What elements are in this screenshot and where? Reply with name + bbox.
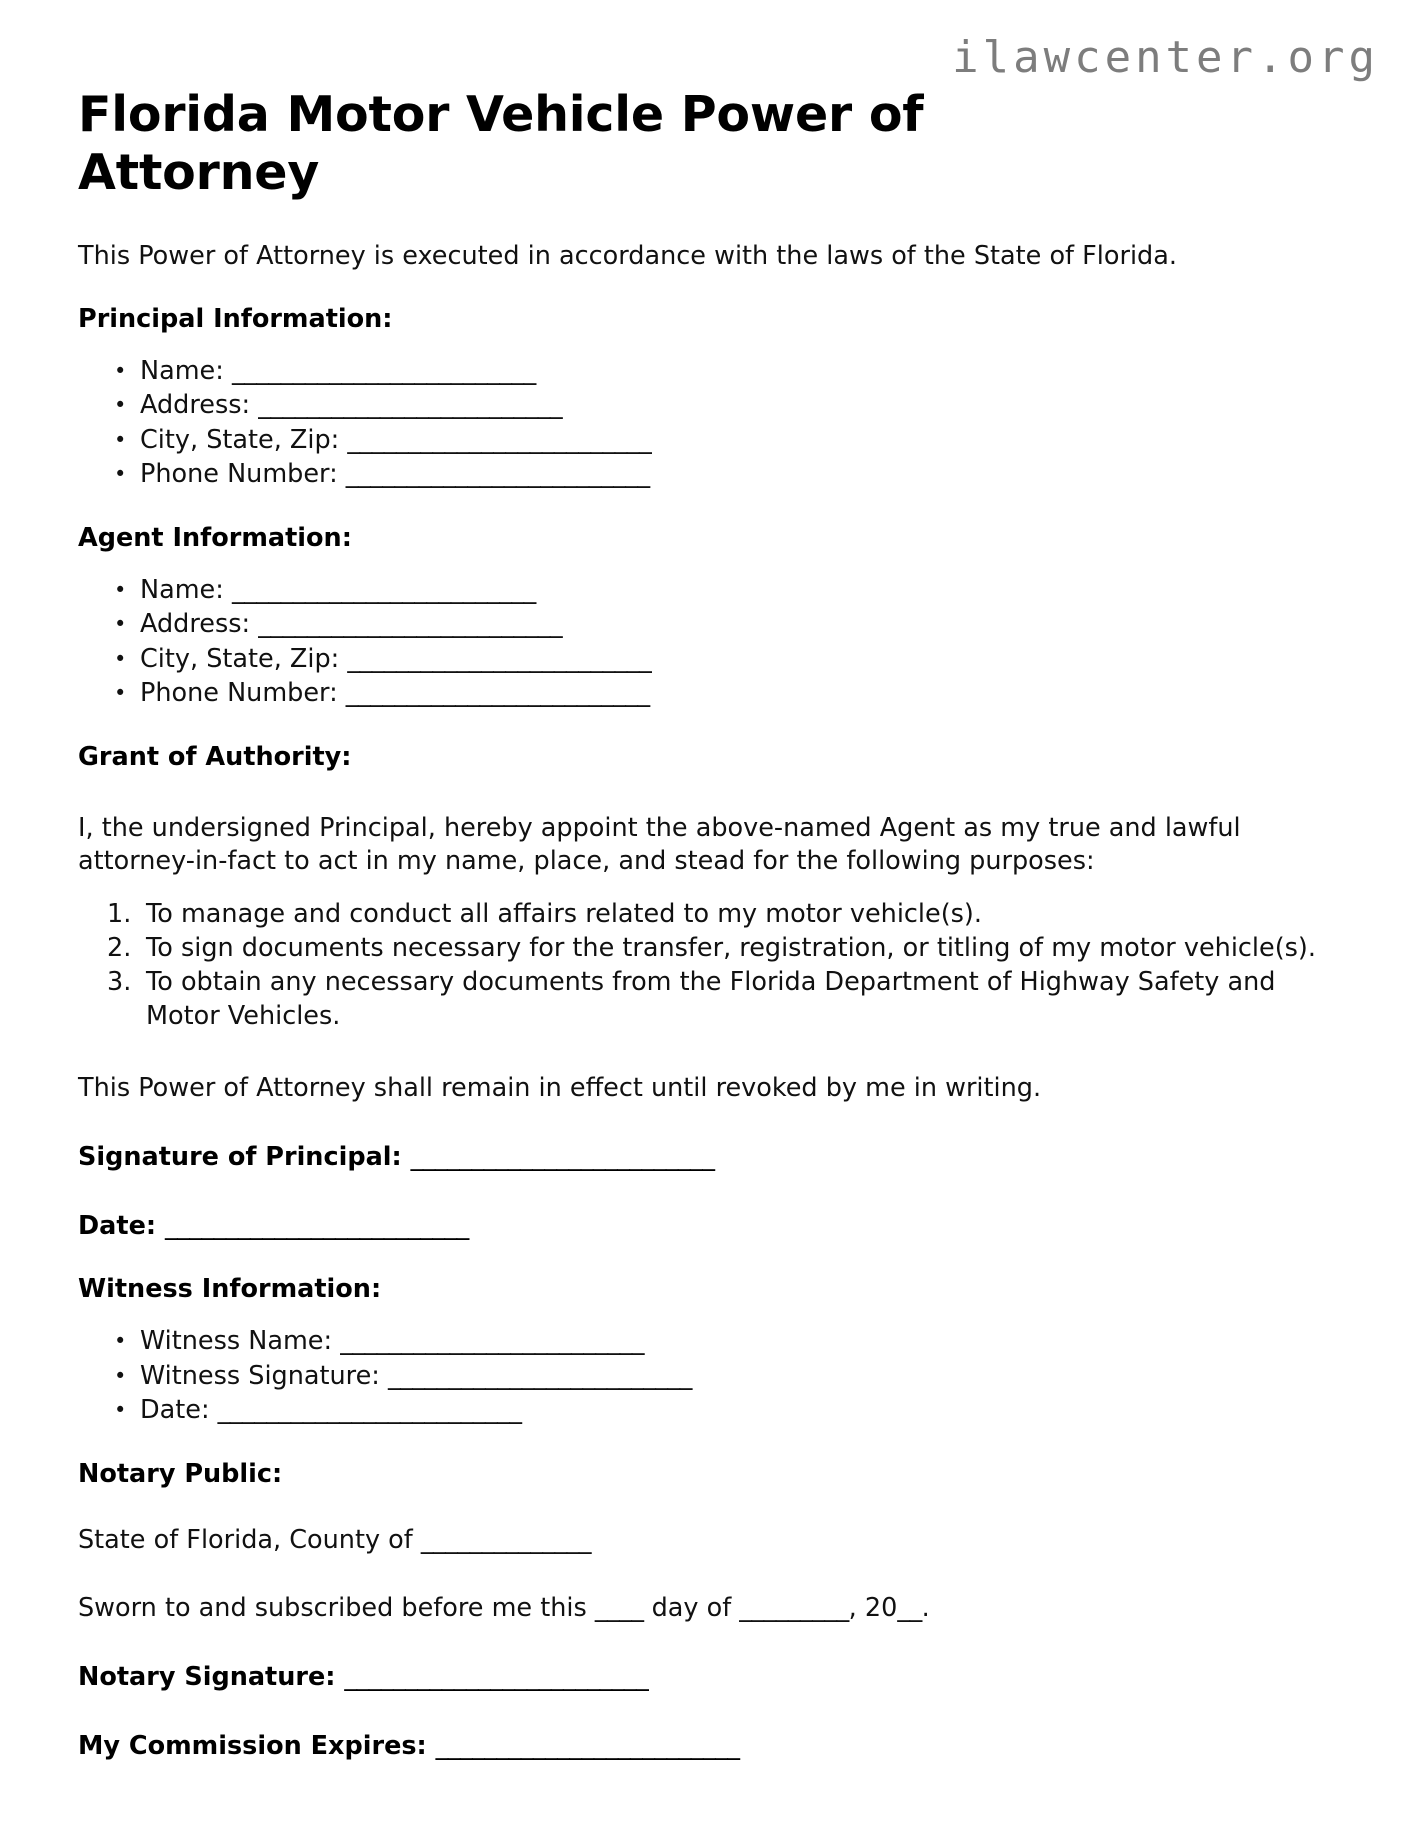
field-label: City, State, Zip:: [140, 643, 340, 674]
notary-sworn-day-blank[interactable]: ____: [594, 1592, 644, 1623]
field-label: Name:: [140, 355, 224, 386]
field-blank[interactable]: _________________________: [217, 1395, 522, 1426]
principal-information-fields: [78, 354, 1328, 492]
principal-date-label: Date:: [78, 1210, 157, 1241]
section-heading-principal-information: Principal Information:: [78, 303, 393, 334]
revocation-paragraph: This Power of Attorney shall remain in effect until revoked by me in writing.: [78, 1072, 1042, 1103]
list-item: [140, 1324, 1328, 1359]
field-blank[interactable]: _________________________: [340, 1325, 644, 1356]
list-item: To obtain any necessary documents from the Florida Department of Highway Safety and Motor Vehicles.: [146, 966, 1276, 1031]
principal-date-blank[interactable]: _________________________: [164, 1210, 469, 1241]
list-item: [140, 607, 1328, 642]
field-label: City, State, Zip:: [140, 424, 340, 455]
section-heading-notary-public: Notary Public:: [78, 1458, 283, 1489]
list-item: [140, 676, 1328, 711]
intro-paragraph: This Power of Attorney is executed in accordance with the laws of the State of Florida.: [78, 240, 1177, 271]
notary-commission-label: My Commission Expires:: [78, 1730, 427, 1761]
principal-date-line: [78, 1210, 1328, 1243]
agent-information-fields: [78, 573, 1328, 711]
field-label: Witness Signature:: [140, 1360, 380, 1391]
witness-information-fields: [78, 1324, 1328, 1428]
field-blank[interactable]: _________________________: [258, 390, 563, 421]
section-heading-agent-information: Agent Information:: [78, 522, 352, 553]
section-heading-witness-information: Witness Information:: [78, 1274, 382, 1305]
list-item: [140, 1359, 1328, 1394]
field-label: Phone Number:: [140, 678, 338, 709]
grant-of-authority-body: I, the undersigned Principal, hereby appoint the above-named Agent as my true and lawful attorney-in-fact to act in my name, place, and stead for the following purposes:: [78, 812, 1241, 876]
field-label: Address:: [140, 609, 251, 640]
field-blank[interactable]: _________________________: [387, 1360, 692, 1391]
list-item: [140, 423, 1328, 458]
notary-sworn-end: .: [921, 1592, 930, 1623]
notary-sworn-line: [78, 1592, 1328, 1625]
site-watermark: ilawcenter.org: [952, 32, 1379, 83]
field-label: Address:: [140, 390, 251, 421]
notary-signature-line: [78, 1661, 1328, 1694]
principal-signature-label: Signature of Principal:: [78, 1141, 402, 1172]
notary-commission-blank[interactable]: _________________________: [435, 1730, 740, 1761]
list-item: To sign documents necessary for the transfer, registration, or titling of my motor vehicle(s).: [146, 932, 1316, 963]
list-item: [140, 1393, 1328, 1428]
field-blank[interactable]: _________________________: [345, 459, 650, 490]
field-blank[interactable]: _________________________: [345, 678, 650, 709]
notary-sworn-month-blank[interactable]: _________: [739, 1592, 849, 1623]
field-label: Name:: [140, 574, 224, 605]
document-body: [78, 86, 1328, 1763]
field-blank[interactable]: _________________________: [258, 609, 563, 640]
principal-signature-line: [78, 1141, 1328, 1174]
notary-sworn-prefix: Sworn to and subscribed before me this: [78, 1592, 587, 1623]
grant-of-authority-purposes: [78, 898, 1328, 1034]
field-blank[interactable]: _________________________: [231, 574, 536, 605]
list-item: [140, 457, 1328, 492]
notary-sworn-year-blank[interactable]: __: [897, 1592, 922, 1623]
field-label: Date:: [140, 1395, 210, 1426]
notary-commission-line: [78, 1730, 1328, 1763]
notary-county-blank[interactable]: ______________: [420, 1525, 591, 1556]
field-blank[interactable]: _________________________: [231, 355, 536, 386]
principal-signature-blank[interactable]: _________________________: [410, 1141, 715, 1172]
list-item: [140, 642, 1328, 677]
list-item: [140, 354, 1328, 389]
field-label: Phone Number:: [140, 459, 338, 490]
notary-sworn-mid: day of: [651, 1592, 732, 1623]
notary-county-label: State of Florida, County of: [78, 1525, 413, 1556]
notary-signature-label: Notary Signature:: [78, 1661, 336, 1692]
section-heading-grant-of-authority: Grant of Authority:: [78, 741, 352, 772]
list-item: [140, 573, 1328, 608]
page-title: Florida Motor Vehicle Power of Attorney: [78, 86, 924, 201]
notary-sworn-year-prefix: , 20: [848, 1592, 898, 1623]
notary-county-line: [78, 1524, 1328, 1557]
field-label: Witness Name:: [140, 1325, 333, 1356]
notary-signature-blank[interactable]: _________________________: [344, 1661, 649, 1692]
field-blank[interactable]: _________________________: [347, 643, 652, 674]
field-blank[interactable]: _________________________: [347, 424, 652, 455]
list-item: [140, 388, 1328, 423]
list-item: To manage and conduct all affairs related to my motor vehicle(s).: [146, 899, 982, 930]
